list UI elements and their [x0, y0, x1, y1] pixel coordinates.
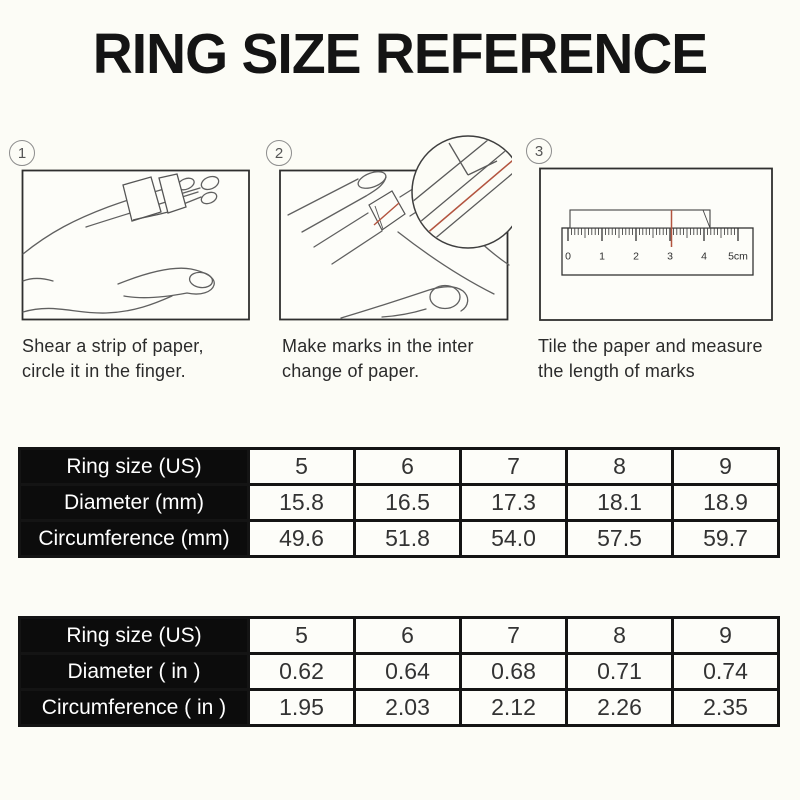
table-cell: 0.62	[249, 654, 355, 690]
table-cell: 8	[567, 449, 673, 485]
magnifier-circle	[412, 136, 512, 248]
table-cell: 18.9	[673, 485, 779, 521]
paper-strip-on-ruler	[570, 210, 710, 228]
table-cell: 18.1	[567, 485, 673, 521]
table-cell: 9	[673, 618, 779, 654]
table-cell: 5	[249, 618, 355, 654]
row-label: Diameter (mm)	[20, 485, 249, 521]
table-cell: 5	[249, 449, 355, 485]
ruler-label-4: 4	[701, 250, 707, 263]
step2-hand-illustration	[278, 135, 512, 330]
table-cell: 0.71	[567, 654, 673, 690]
table-row-ring-size	[20, 618, 779, 654]
table-cell: 51.8	[355, 521, 461, 557]
step2-caption-line1: Make marks in the inter	[282, 336, 474, 356]
step1-hand-illustration	[17, 135, 252, 330]
table-cell: 2.35	[673, 690, 779, 726]
step1-caption-line2: circle it in the finger.	[22, 361, 186, 381]
size-table-mm	[18, 447, 780, 558]
table-cell: 6	[355, 449, 461, 485]
step2-caption	[282, 334, 474, 384]
ruler-label-1: 1	[599, 250, 605, 263]
table-cell: 8	[567, 618, 673, 654]
table-cell: 59.7	[673, 521, 779, 557]
ruler-label-5cm: 5cm	[728, 250, 748, 263]
row-label: Ring size (US)	[20, 618, 249, 654]
table-cell: 49.6	[249, 521, 355, 557]
table-row-circumference	[20, 690, 779, 726]
table-cell: 9	[673, 449, 779, 485]
table-cell: 16.5	[355, 485, 461, 521]
table-cell: 2.12	[461, 690, 567, 726]
table-cell: 7	[461, 618, 567, 654]
step1-number: 1	[17, 144, 27, 162]
table-row-diameter	[20, 654, 779, 690]
row-label: Circumference (mm)	[20, 521, 249, 557]
row-label: Ring size (US)	[20, 449, 249, 485]
table-cell: 0.74	[673, 654, 779, 690]
step2-number: 2	[274, 144, 284, 162]
table-row-diameter	[20, 485, 779, 521]
ruler-label-0: 0	[565, 250, 571, 263]
size-table-inches	[18, 616, 780, 727]
table-cell: 15.8	[249, 485, 355, 521]
table-cell: 6	[355, 618, 461, 654]
table-cell: 0.64	[355, 654, 461, 690]
table-cell: 0.68	[461, 654, 567, 690]
ruler-body	[562, 228, 753, 275]
table-cell: 2.26	[567, 690, 673, 726]
table-cell: 1.95	[249, 690, 355, 726]
table-row-ring-size	[20, 449, 779, 485]
table-cell: 7	[461, 449, 567, 485]
row-label: Diameter ( in )	[20, 654, 249, 690]
table-cell: 17.3	[461, 485, 567, 521]
step3-ruler-illustration	[538, 135, 774, 330]
step3-caption-line2: the length of marks	[538, 361, 695, 381]
step3-caption-line1: Tile the paper and measure	[538, 336, 763, 356]
step2-caption-line2: change of paper.	[282, 361, 420, 381]
row-label: Circumference ( in )	[20, 690, 249, 726]
table-cell: 54.0	[461, 521, 567, 557]
table-cell: 2.03	[355, 690, 461, 726]
page-title: RING SIZE REFERENCE	[92, 22, 708, 86]
ruler-label-3: 3	[667, 250, 673, 263]
step1-caption-line1: Shear a strip of paper,	[22, 336, 204, 356]
step1-caption	[22, 334, 204, 384]
ruler-label-2: 2	[633, 250, 639, 263]
table-cell: 57.5	[567, 521, 673, 557]
step3-number: 3	[534, 142, 544, 160]
step3-caption	[538, 334, 763, 384]
table-row-circumference	[20, 521, 779, 557]
